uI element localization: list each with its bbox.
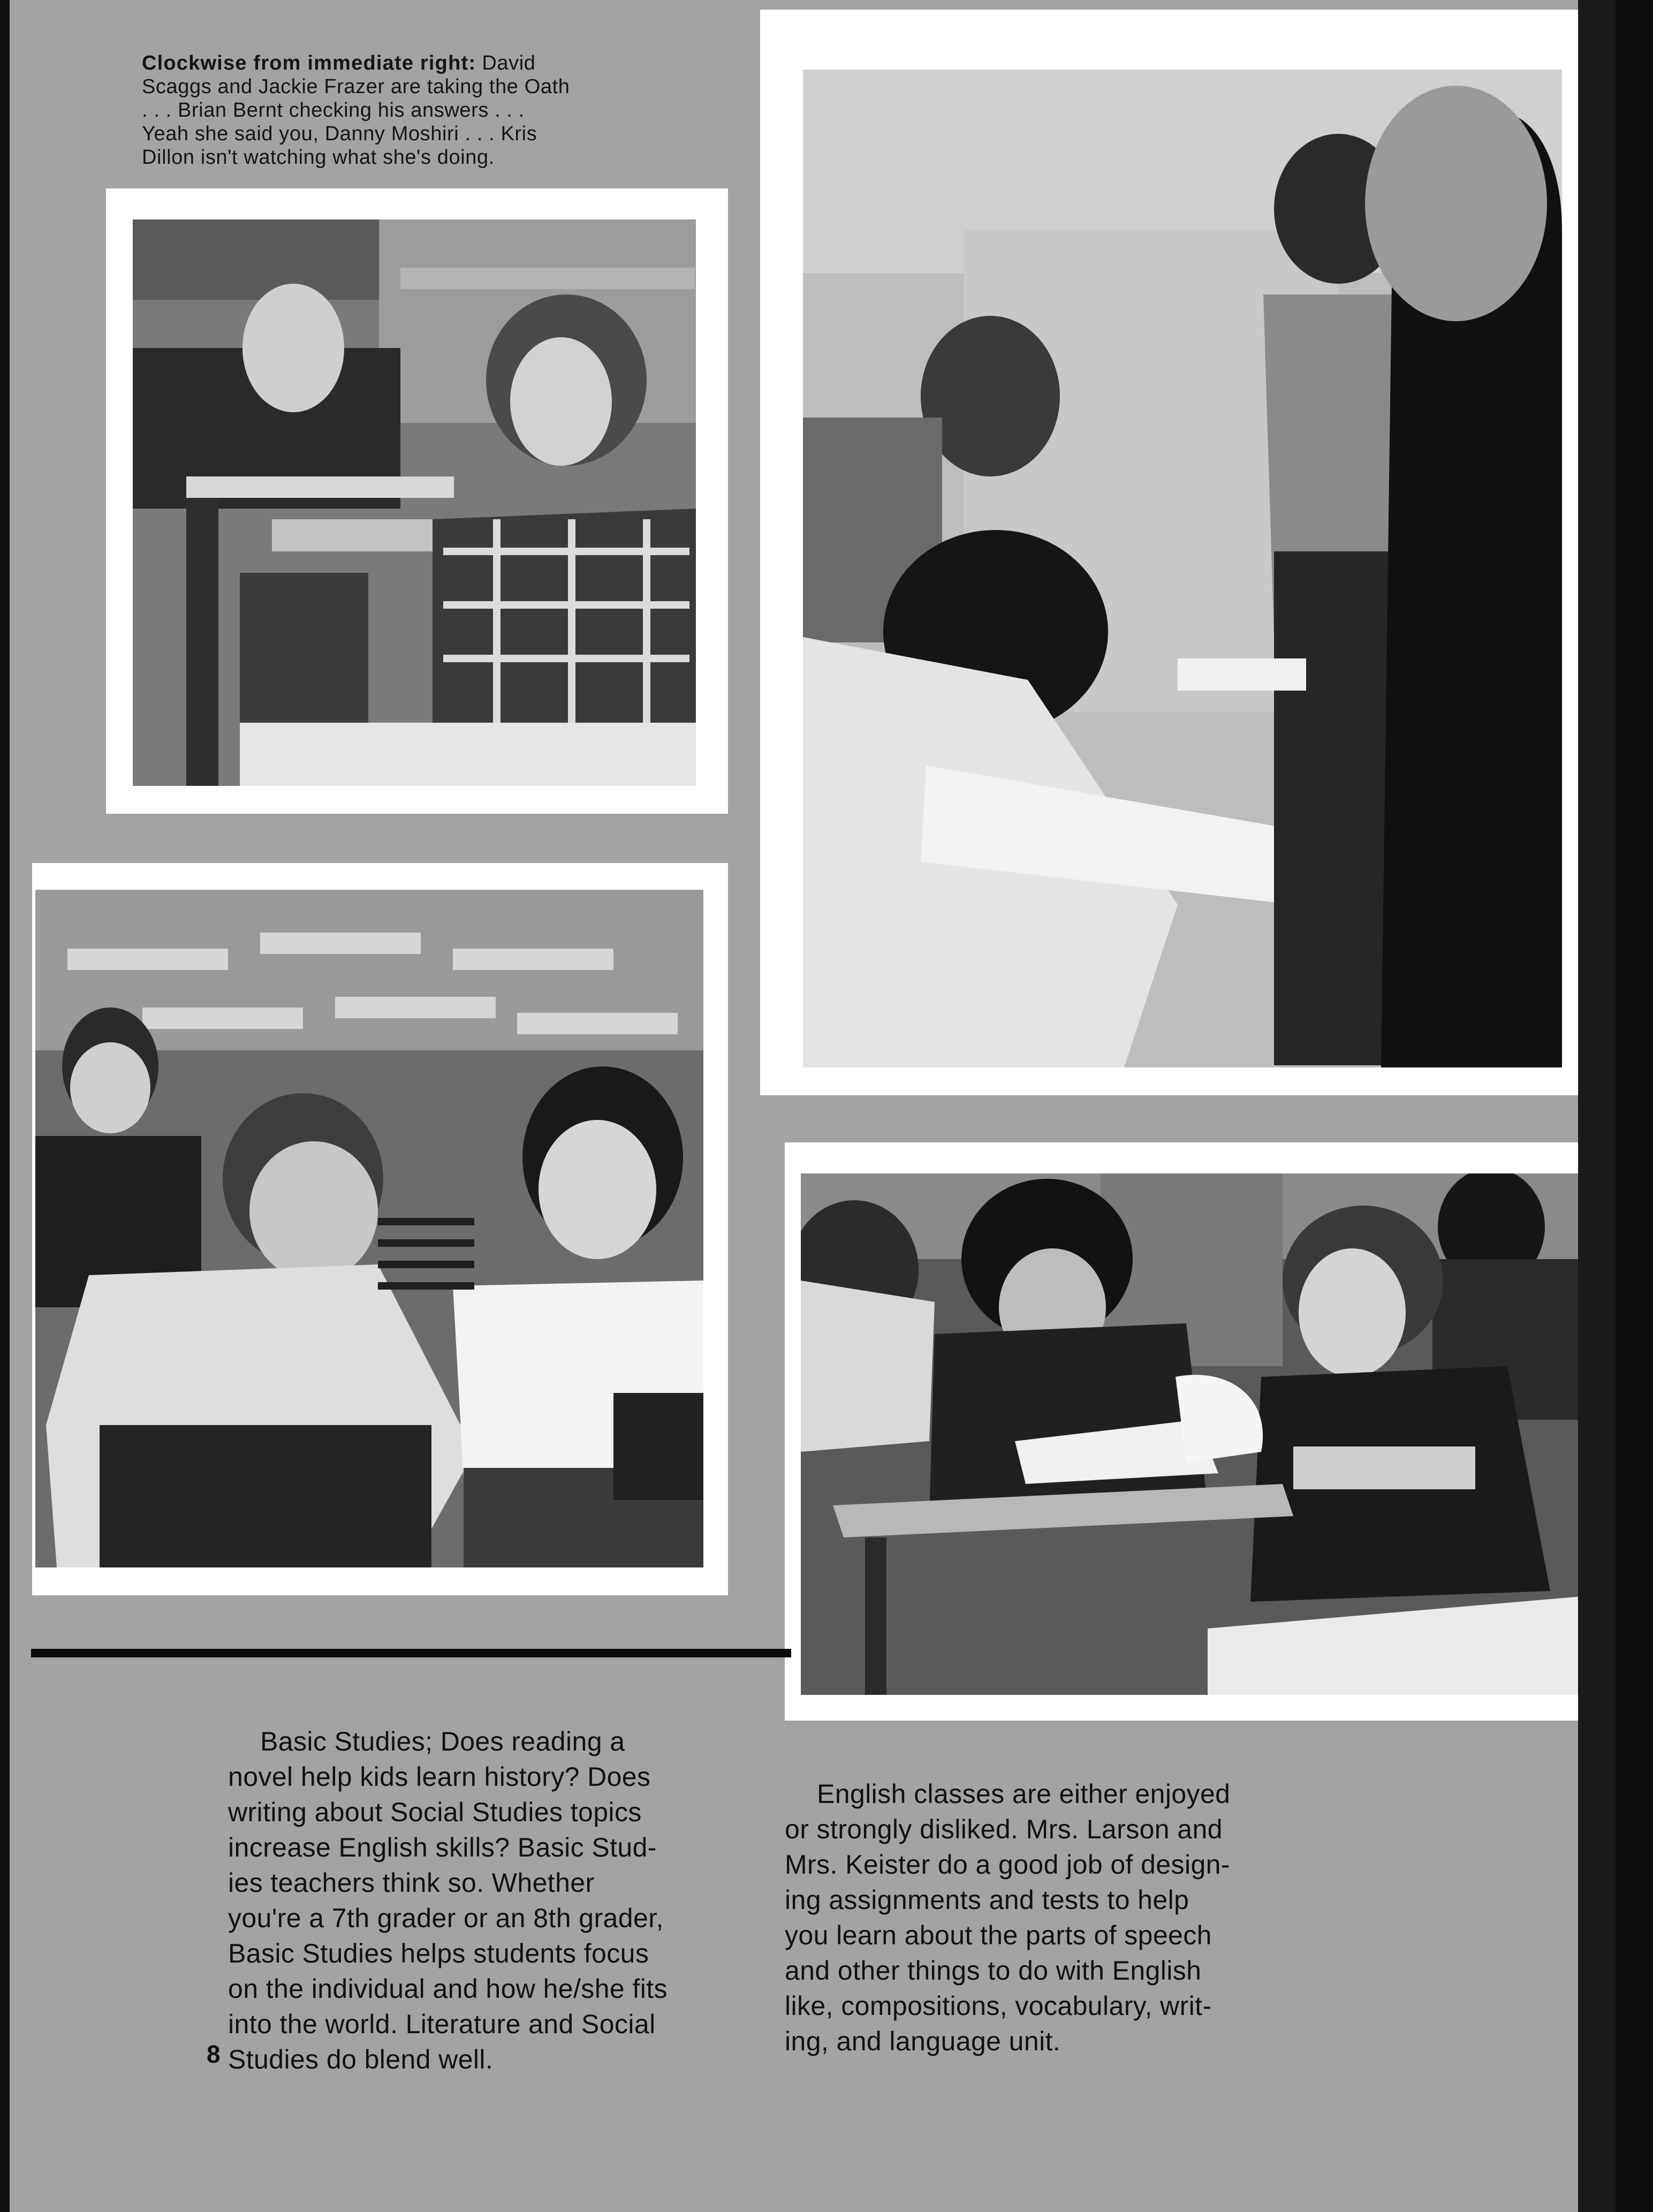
photo-writing-students <box>803 70 1562 1067</box>
photo-caption <box>142 51 656 169</box>
text-line: into the world. Literature and Social <box>228 2009 656 2039</box>
horizontal-rule <box>31 1649 791 1657</box>
text-line: Basic Studies helps students focus <box>228 1938 649 1968</box>
text-line: you learn about the parts of speech <box>785 1920 1212 1950</box>
caption-line: Dillon isn't watching what she's doing. <box>142 146 495 169</box>
basic-studies-text <box>228 1724 721 2077</box>
text-line: or strongly disliked. Mrs. Larson and <box>785 1814 1223 1844</box>
text-line: increase English skills? Basic Stud- <box>228 1832 657 1862</box>
text-line: Mrs. Keister do a good job of design- <box>785 1850 1230 1880</box>
english-text <box>785 1776 1277 2059</box>
photo-boys-sitting <box>35 890 703 1567</box>
page-binding-edge <box>0 0 10 2212</box>
text-line: you're a 7th grader or an 8th grader, <box>228 1903 664 1933</box>
photo-frame-reading-students <box>785 1142 1597 1721</box>
photo-reading-students <box>801 1173 1582 1695</box>
text-line: ies teachers think so. Whether <box>228 1868 595 1898</box>
photo-frame-plaid-girl <box>106 188 728 814</box>
text-line: like, compositions, vocabulary, writ- <box>785 1991 1212 2021</box>
caption-lead: Clockwise from immediate right: <box>142 52 476 74</box>
text-line: and other things to do with English <box>785 1956 1202 1986</box>
caption-line: Scaggs and Jackie Frazer are taking the Oath <box>142 75 570 98</box>
photo-frame-writing-students <box>760 10 1599 1095</box>
text-line: Studies do blend well. <box>228 2044 494 2074</box>
text-line: writing about Social Studies topics <box>228 1797 642 1827</box>
text-line: ing, and language unit. <box>785 2026 1061 2056</box>
text-line: Basic Studies; Does reading a <box>260 1726 625 1756</box>
text-line: English classes are either enjoyed <box>817 1779 1231 1809</box>
page-number: 8 <box>207 2040 221 2068</box>
yearbook-page <box>10 0 1616 2212</box>
caption-line: . . . Brian Bernt checking his answers . . . <box>142 99 525 122</box>
caption-line: Yeah she said you, Danny Moshiri . . . Kris <box>142 123 537 145</box>
page-right-edge <box>1578 0 1616 2212</box>
caption-line: David <box>482 52 536 74</box>
text-line: novel help kids learn history? Does <box>228 1762 651 1792</box>
photo-frame-boys-sitting <box>32 863 728 1595</box>
text-line: ing assignments and tests to help <box>785 1885 1189 1915</box>
photo-plaid-girl <box>133 219 696 786</box>
text-line: on the individual and how he/she fits <box>228 1974 668 2004</box>
